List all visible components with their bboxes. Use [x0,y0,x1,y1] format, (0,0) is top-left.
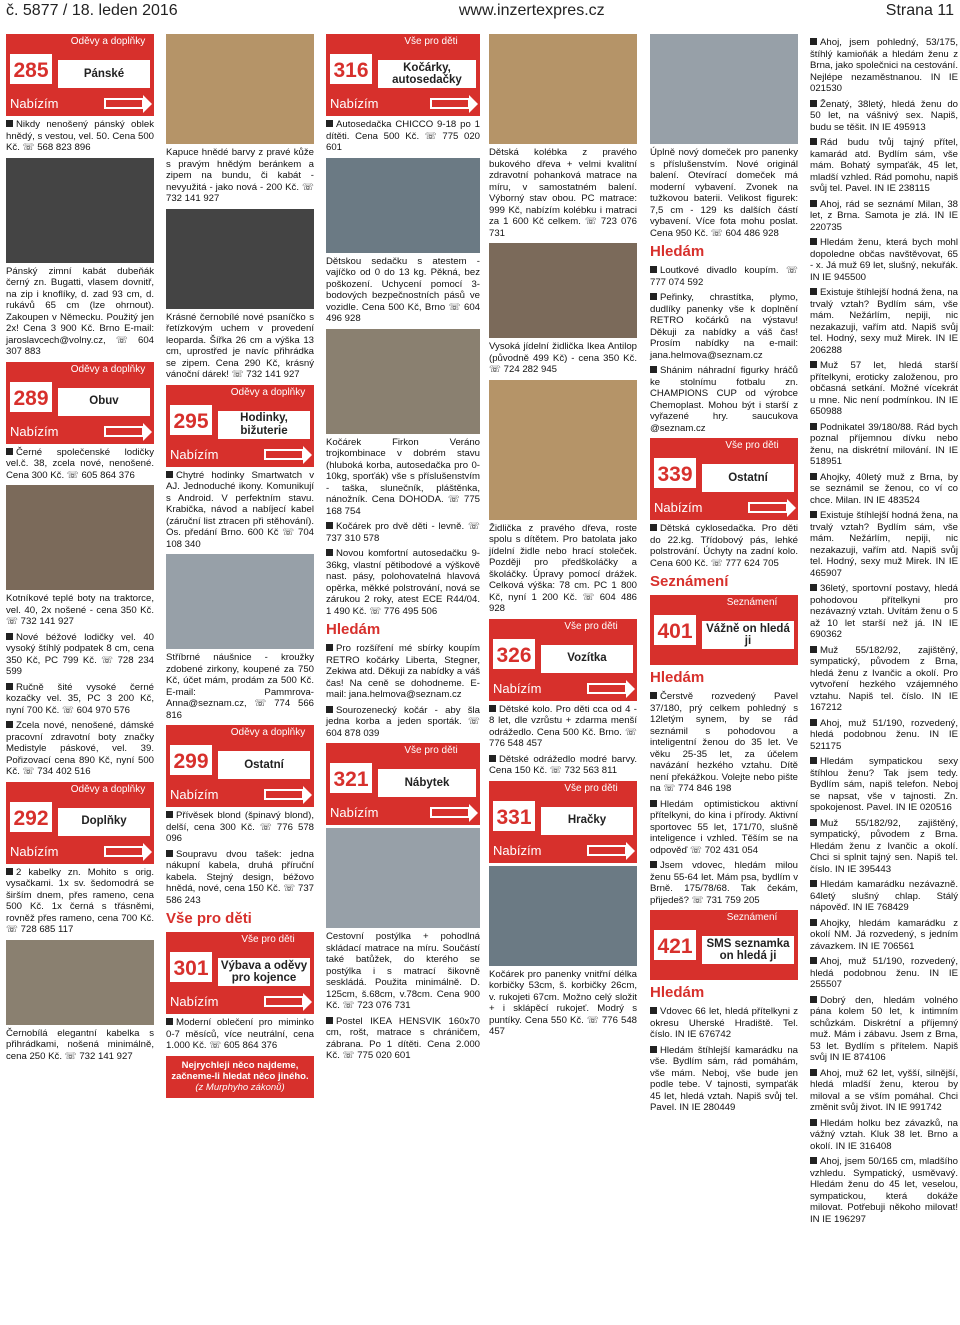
ad-text: Hledám ženu, která bych mohl dopoledne občas navštěvovat, 65 - x. Já muž 69 let, slušný, nekuřák. IN IE 945500 [810,237,958,283]
classified-ad [810,583,958,641]
ad-text: Dětská kolébka z pravého bukového dřeva + velmi kvalitní zdravotní pohanková matrace na míru, v samostatném balení. Výborný stav obou. PC matrace: 999 Kč, nabízím kolébku i matraci za 1 600 Kč celkem. ☏ 723 076 731 [489,147,637,239]
classified-ad [166,849,314,907]
arrow-icon [587,683,627,694]
ad-text: Ahojky, 40letý muž z Brna, by se seznámil se ženou, co ví co chce. Milan. IN IE 483524 [810,471,958,506]
section-number: 299 [170,745,212,775]
bullet-icon [326,706,333,713]
ad-text: Krásné černobílé nové psaníčko s řetízkovým uchem v provedení leoparda. Šířka 26 cm a výška 13 cm, uprostřed je navíc přihrádka se zipem. Cena 290 Kč, krásný vánoční dárek! ☏ 732 141 927 [166,311,314,380]
arrow-icon [748,502,788,513]
wanted-heading: Hledám [650,984,705,1001]
classified-ad [6,266,154,358]
classified-ad [650,1006,798,1041]
category-heading: Vše pro děti [166,910,252,927]
ad-text: Cestovní postýlka + pohodlná skládací matrace na míru. Součástí také batůžek, do kterého se postýlka i s matrací šikovně seskládá. Použita minimálně. D. 125cm, š.68cm, v.78cm. Cena 900 Kč. ☏ 723 076 731 [326,931,480,1011]
section-title: Nábytek [378,769,476,797]
ad-text: Černé společenské lodičky vel.č. 38, zcela nové, nenošené. Cena 300 Kč. ☏ 605 864 376 [6,446,154,481]
ad-text: Černobílá elegantní kabelka s přihrádkami, nošená minimálně, cena 250 Kč. ☏ 732 141 927 [6,1027,154,1062]
ad-text: Muž 57 let, hledá starší přítelkyni, eroticky založenou, pro občasná setkání. Možné vícekrát u mne. Nic není podmínkou. IN IE 650988 [810,360,958,417]
offer-label: Nabízím [170,787,219,803]
section-category: Oděvy a doplňky [70,783,146,795]
classified-ad [166,652,314,721]
section-number: 331 [493,801,535,831]
arrow-icon [104,846,144,857]
classified-ad [6,867,154,936]
bullet-icon [326,644,333,651]
quote-source: (z Murphyho zákonů) [195,1082,285,1094]
classified-ad [6,119,154,154]
classified-ad [166,810,314,845]
section-number: 421 [654,930,696,960]
bullet-icon [810,1157,817,1164]
classified-ad [810,37,958,95]
section-category: Oděvy a doplňky [230,386,306,398]
ad-text: 2 kabelky zn. Mohito s orig. vysačkami. 1x sv. šedomodrá se širším dnem, přes rameno, cena 500 Kč. 1x černá s třásněmi, rovněž přes rameno, cena 700 Kč. ☏ 728 685 117 [6,866,154,935]
classified-ad [810,237,958,283]
wanted-heading: Hledám [650,243,705,260]
section-number: 295 [170,405,212,435]
ad-text: Existuje štíhlejší hodná žena, na trvalý vztah? Bydlím sám, vše mám. Nežárlím, nepiji, nic nezakazuji, vařím atd. Napiš svůj tel. Hodný, sexy muž Mirek. IN IE 206288 [810,287,958,356]
bullet-icon [6,721,13,728]
section-title: Hračky [541,807,633,835]
bullet-icon [6,120,13,127]
ad-text: Židlička z pravého dřeva, roste spolu s dítětem. Pro batolata jako jídelní židle nebo hrací stoleček. Později pro předškoláčky a školáčky. Úpravy pomocí drážek. Celková výška: 78 cm. PC 1 800 Kč, nyní 1 200 Kč. ☏ 604 486 928 [489,522,637,614]
column-6 [810,34,958,1229]
section-category: Vše pro děti [404,36,458,47]
bullet-icon [326,522,333,529]
offer-label: Nabízím [654,500,703,516]
column-2 [166,34,314,1098]
section-292 [6,782,154,864]
classified-ad [326,437,480,518]
ad-text: Kapuce hnědé barvy z pravé kůže s pravým hnědým beránkem a zipem na bundu, či kabát - nevyužitá - jako nová - 200 Kč. ☏ 732 141 927 [166,147,314,204]
ad-text: Úplně nový domeček pro panenky s příslušenstvím. Nové originál balení. Otevírací domeček má moderní vybavení. Zvonek na tužkovou baterii. Velikost figurek: 7,5 cm - 129 ks dalších částí vybavení. Více fota mohu poslat. Cena 950 Kč. ☏ 604 486 928 [650,147,798,239]
bullet-icon [810,584,817,591]
classified-ad [326,256,480,325]
ad-text: Vysoká jídelní židlička Ikea Antilop (původně 499 Kč) - cena 350 Kč. ☏ 724 282 945 [489,341,637,375]
section-number: 301 [170,952,212,982]
ad-text: Kotníkové teplé boty na traktorce, vel. 40, 2x nošené - cena 350 Kč. ☏ 732 141 927 [6,593,154,627]
section-295 [166,385,314,467]
photo-earrings [166,554,314,649]
classified-ad [326,1016,480,1062]
classified-ad [166,147,314,205]
ad-text: Hledám holku bez závazků, na vážný vztah. Kluk 38 let. Brno a okolí. IN IE 316408 [810,1117,958,1152]
ad-text: Čerstvě rozvedený Pavel 37/180, prý celkem pohledný s 12letým synem, by se rád seznámil s pohodovou a inteligentní ženou do 35 let. Ve věku 25-35 let, za účelem navázání hezkého vztahu. Dítě není překážkou. Volejte nebo pište na ☏ 774 846 198 [650,691,798,794]
arrow-icon [264,996,304,1007]
classified-ad [810,137,958,195]
ad-text: Muž 55/182/92, zajištěný, sympatický, původem z Brna, hledá ženu z Ivančic a okolí. Pro vytvoření hezkého vzájemného vztahu. Napiš tel. číslo. IN IE 167212 [810,644,958,713]
classified-ad [810,995,958,1064]
ad-text: Dětské kolo. Pro děti cca od 4 - 8 let, dle vzrůstu + zdarma menší odrážedlo. Cena 500 Kč. Brno. ☏ 776 548 457 [489,703,637,749]
column-3 [326,34,480,1066]
photo-clutch [166,209,314,309]
bullet-icon [810,511,817,518]
bullet-icon [810,423,817,430]
section-category: Seznámení [726,597,778,608]
bullet-icon [6,633,13,640]
classified-ad [326,705,480,740]
offer-label: Nabízím [330,805,379,821]
section-301 [166,932,314,1014]
bullet-icon [650,366,657,373]
photo-doll-pram [489,866,637,966]
classified-ad [6,1028,154,1063]
bullet-icon [6,868,13,875]
bullet-icon [650,293,657,300]
section-category: Vše pro děti [725,440,779,451]
ad-text: Postel IKEA HENSVIK 160x70 cm, rošt, matrace s chráničem, zábrana. Po 1 dítěti. Cena 2.000 Kč. ☏ 775 020 601 [326,1015,480,1061]
ad-text: Jsem vdovec, hledám milou ženu 55-64 let. Mám psa, bydlím v Brně. 175/78/68. Tak čekám, přijedeš? ☏ 731 759 205 [650,860,798,906]
ad-text: Ručně šité vysoké černé kozačky vel. 35, PC 3 200 Kč, nyní 700 Kč. ☏ 604 970 576 [6,681,154,716]
classified-ad [810,472,958,507]
classified-ad [489,147,637,239]
section-number: 289 [10,382,52,412]
bullet-icon [810,996,817,1003]
section-category: Vše pro děti [241,934,295,945]
photo-wooden-chair [489,380,637,520]
ad-text: Ahoj, jsem pohledný, 53/175, štíhlý kamioňák a hledám ženu z Brna, jako společnici na cestování. Nejlépe nezaměstnanou. IN IE 021530 [810,37,958,94]
section-title: Doplňky [58,808,150,836]
bullet-icon [650,861,657,868]
section-category: Vše pro děti [564,782,618,794]
arrow-icon [264,789,304,800]
classified-ad [810,956,958,991]
bullet-icon [810,919,817,926]
offer-label: Nabízím [170,994,219,1010]
classified-ad [650,147,798,239]
ad-text: Dětská cyklosedačka. Pro děti do 22.kg. Třídobový pás, lehké polstrování. Úchyty na zadní kolo. Cena 600 Kč. ☏ 777 624 705 [650,523,798,569]
classified-ad [6,720,154,778]
section-331 [489,781,637,863]
bullet-icon [810,880,817,887]
classified-ad [650,691,798,795]
section-category: Vše pro děti [564,620,618,632]
classified-ad [166,312,314,381]
ad-text: Muž 55/182/92, zajištěný, sympatický, původem z Brna. Hledám ženu z Ivančic a okolí. Chci si splnit tajný sen. Napiš tel. číslo. IN IE 395443 [810,817,958,875]
classified-ad [810,918,958,953]
photo-handbag [6,940,154,1025]
ad-text: Kočárek Firkon Veráno trojkombinace v dobrém stavu (hluboká korba, autosedačka pro 0-10kg, sporťák) vše s příslušenstvím - taška, slunečník, pláštěnka, nánožník. Cena DOHODA. ☏ 775 168 754 [326,436,480,517]
offer-label: Nabízím [493,680,542,696]
arrow-icon [104,426,144,437]
section-285 [6,34,154,116]
ad-text: Rád budu tvůj tajný přítel, kamarád atd. Bydlím sám, vše mám. Bohatý sympaťák, 45 let, mladší vzhled. Rád pomohu, napiš svůj tel. Pavel. IN IE 238115 [810,137,958,194]
photo-high-chair [489,243,637,338]
section-title: Ostatní [702,464,794,492]
classified-ad [489,341,637,376]
bullet-icon [810,100,817,107]
classified-ad [166,470,314,551]
classified-ad [326,643,480,701]
classified-ad [650,292,798,361]
bullet-icon [810,238,817,245]
classified-ad [489,969,637,1038]
section-326 [489,619,637,701]
bullet-icon [810,1119,817,1126]
classified-ad [650,860,798,906]
ad-text: Ahoj, muž 51/190, rozvedený, hledá podobnou ženu. IN IE 521175 [810,717,958,752]
bullet-icon [166,811,173,818]
ad-text: Podnikatel 39/180/88. Rád bych poznal příjemnou dívku nebo ženu, na diskrétní milování. IN IE 518951 [810,421,958,467]
classified-ad [6,447,154,482]
ad-text: Novou komfortní autosedačku 9-36kg, vlastní pětibodové a výškově nast. pásy, polohovatelná hlavová opěrka, měkké polstrování, nová se zárukou 2 roky, atest ECE R44/04. 1 490 Kč. ☏ 776 495 506 [326,548,480,617]
section-299 [166,725,314,807]
ad-text: Soupravu dvou tašek: jedna nákupní kabela, druhá příruční kabela. Stejný design, béžovo hnědá, nové, cena 150 Kč. ☏ 737 586 243 [166,848,314,906]
section-number: 321 [330,763,372,793]
ad-text: Ahoj, rád se seznámí Milan, 38 let, z Brna. Samota je zlá. IN IE 220735 [810,198,958,233]
classified-ad [6,632,154,678]
classified-ad [650,265,798,288]
classified-ad [326,521,480,544]
section-title: Ostatní [218,751,310,779]
ad-text: Přívěsek blond (špinavý blond), delší, cena 300 Kč. ☏ 776 578 096 [166,810,314,844]
ad-text: Kočárek pro dvě děti - levně. ☏ 737 310 578 [326,521,480,544]
section-category: Oděvy a doplňky [70,363,146,375]
bullet-icon [810,288,817,295]
section-number: 285 [10,54,52,84]
offer-label: Nabízím [170,446,219,462]
ad-text: Nové béžové lodičky vel. 40 vysoký štíhlý podpatek 8 cm, cena 350 Kč, PC 799 Kč. ☏ 728 234 599 [6,631,154,677]
classified-ad [326,119,480,154]
section-title: Vozítka [541,645,633,673]
ad-text: Hledám štíhlejší kamarádku na vše. Bydlím sám, rád pomáhám, vše mám. Neboj, vše bude jen podle tebe. V tajnosti, sympaťák 45 let, hledá vztah. Napiš svůj tel. Pavel. IN IE 280449 [650,1044,798,1113]
arrow-icon [430,98,470,109]
bullet-icon [326,1017,333,1024]
ad-text: Vdovec 66 let, hledá přítelkyni z okresu Uherské Hradiště. Tel. číslo. IN IE 676742 [650,1006,798,1040]
column-4 [489,34,637,1042]
bullet-icon [810,757,817,764]
classified-ad [810,645,958,714]
ad-text: Dětské odrážedlo modré barvy. Cena 150 Kč. ☏ 732 563 811 [489,753,637,776]
offer-label: Nabízím [10,423,59,439]
ad-text: Ahoj, muž 51/190, rozvedený, hledá podobnou ženu. IN IE 255507 [810,956,958,990]
bullet-icon [6,448,13,455]
bullet-icon [810,646,817,653]
section-category: Oděvy a doplňky [230,727,306,738]
wanted-heading: Hledám [650,669,705,686]
ad-text: Hledám kamarádku nezávazně. 64letý slušný chlap. Stálý nápověď. IN IE 768429 [810,879,958,913]
bullet-icon [6,683,13,690]
ad-text: Stříbrné náušnice - kroužky zdobené zirkony, koupené za 750 Kč, účet mám, prodám za 500 Kč. E-mail: Pammrova-Anna@seznam.cz, ☏ 774 566 816 [166,652,314,721]
bullet-icon [810,138,817,145]
bullet-icon [810,719,817,726]
classified-ad [810,879,958,914]
section-title: Kočárky, autosedačky [378,60,476,88]
section-category: Seznámení [726,912,778,923]
classified-ad [810,818,958,876]
section-category: Vše pro děti [404,745,458,756]
classified-ad [489,754,637,777]
bullet-icon [650,1046,657,1053]
section-number: 292 [10,802,52,832]
bullet-icon [650,800,657,807]
classified-ad [6,682,154,717]
section-title: Pánské [58,60,150,88]
ad-text: Ženatý, 38letý, hledá ženu do 50 let, na vášnivý sex. Napiš, budu se těšit. IN IE 495913 [810,98,958,133]
photo-car-seat [326,158,480,253]
bullet-icon [810,200,817,207]
ad-text: 36letý, sportovní postavy, hledá pohodovou přítelkyni pro nezávazný vztah. Uvítám ženu o 5 až 10 let starší než já. IN IE 690362 [810,583,958,640]
section-title: Hodinky, bižuterie [218,411,310,439]
arrow-icon [587,845,627,856]
page-header [6,0,954,22]
classified-ad [650,799,798,857]
bullet-icon [650,524,657,531]
ad-text: Zcela nové, nenošené, dámské pracovní zdravotní boty značky Medistyle páskové, vel. 39. Pořizovací cena 890 Kč, nyní 500 Kč. ☏ 734 402 516 [6,720,154,777]
photo-coat [6,158,154,263]
bullet-icon [489,705,496,712]
ad-text: Chytré hodinky Smartwatch v AJ. Jednoduché ikony. Komunikují s Android. V perfektním stavu. Krabička, návod a nabíjecí kabel (záruční list ztracen při stěhování). Os. předání Brno. 600 Kč ☏ 704 108 340 [166,469,314,550]
page-number: Strana 11 [885,2,954,20]
offer-label: Nabízím [330,96,379,112]
ad-text: Autosedačka CHICCO 9-18 po 1 dítěti. Cena 500 Kč. ☏ 775 020 601 [326,119,480,153]
ad-text: Hledám optimistickou aktivní přítelkyni, do kina i přírody. Aktivní sportovec 55 let, 171/70, slušně inteligence i vzhled. Těším se na odpověď ☏ 702 431 054 [650,798,798,856]
quote-text: Nejrychleji něco najdeme, začneme-li hledat něco jiného. [171,1059,309,1082]
section-number: 326 [493,639,535,669]
photo-stroller [326,329,480,434]
bullet-icon [650,1007,657,1014]
bullet-icon [810,361,817,368]
classified-ad [326,548,480,617]
ad-text: Ahoj, muž 62 let, vyšší, silnější, hledá mladší ženu, kterou by miloval a se vším pomáhal. Chci změnit svůj život. IN IE 991742 [810,1067,958,1113]
ad-text: Ahoj, jsem 50/165 cm, mladšího vzhledu. Sympatický, usměvavý. Hledám ženu do 45 let, veselou, sympatickou, která dokáže milovat. Potřebuji někoho milovat! IN IE 196297 [810,1156,958,1225]
section-316 [326,34,480,116]
ad-text: Kočárek pro panenky vnitřní délka korbičky 53cm, š. korbičky 26cm, v. rukojeti 67cm. Možno celý složit + i sklápěcí rukojeť. Modrý s puntíky. Cena 550 Kč. ☏ 776 548 457 [489,968,637,1037]
classified-ad [810,199,958,234]
classified-ad [810,1118,958,1153]
section-421 [650,910,798,980]
section-title: Obuv [58,388,150,416]
classified-ad [810,718,958,753]
section-321 [326,743,480,825]
bullet-icon [650,266,657,273]
bullet-icon [326,120,333,127]
section-title: SMS seznamka on hledá ji [702,936,794,964]
offer-label: Nabízím [10,843,59,859]
offer-label: Nabízím [493,842,542,858]
section-401 [650,595,798,665]
classified-ad [810,756,958,814]
bullet-icon [810,957,817,964]
section-number: 339 [654,458,696,488]
photo-cradle [489,34,637,144]
section-category: Oděvy a doplňky [70,36,146,47]
ad-text: Moderní oblečení pro miminko 0-7 měsíců, více neutrální, cena 1.000 Kč. ☏ 605 864 376 [166,1017,314,1051]
site-url[interactable]: www.inzertexpres.cz [458,2,605,20]
bullet-icon [810,38,817,45]
section-title: Výbava a oděvy pro kojence [218,958,310,986]
classified-ad [489,523,637,615]
classified-ad [810,99,958,134]
arrow-icon [264,449,304,460]
bullet-icon [326,549,333,556]
classified-ad [166,1017,314,1052]
category-heading: Seznámení [650,573,729,590]
classified-ad [810,510,958,579]
ad-text: Nikdy nenošený pánský oblek hnědý, s vestou, vel. 50. Cena 500 Kč. ☏ 568 823 896 [6,119,154,153]
column-5 [650,34,798,1118]
ad-text: Sourozenecký kočár - aby šla jedna korba a jeden sporták. ☏ 604 878 039 [326,704,480,739]
ad-text: Ahojky, hledám kamarádku z okolí NM. Já rozvedený, s jedním závazkem. IN IE 706561 [810,917,958,952]
classified-ad [650,523,798,569]
classified-ad [810,1156,958,1225]
bullet-icon [166,1018,173,1025]
ad-text: Dobrý den, hledám volného pána kolem 50 let, k intimním schůzkám. Diskrétní a příjemný muž. Mám i zábavu. Jsem z Brna, 53 let. Bydlím s přítelem. Napiš svůj IN IE 874106 [810,994,958,1063]
ad-text: Loutkové divadlo koupím. ☏ 777 074 592 [650,265,798,288]
ad-text: Shánim náhradní figurky hráčů ke stolnímu fotbalu zn. CHAMPIONS CUP od výrobce Chemoplast. Mohou být i starší z vyřazené hry. saucukova @seznam.cz [650,365,798,434]
bullet-icon [166,850,173,857]
arrow-icon [430,807,470,818]
quote-box [166,1056,314,1098]
ad-text: Pánský zimní kabát dubeňák černý zn. Bugatti, vlasem dovnitř, na zip i knoflíky, d. zad 93 cm, d. rukávů 65 cm (lze ohrnout). Zakoupen v Německu. Použitý jen 2x! Cena 3 900 Kč. Brno E-mail: jaroslavcech@volny.cz, ☏ 604 307 883 [6,265,154,357]
bullet-icon [489,755,496,762]
arrow-icon [104,98,144,109]
section-title: Vážně on hledá ji [702,621,794,649]
photo-dollhouse [650,34,798,144]
classified-ad [326,931,480,1012]
ad-text: Pro rozšíření mé sbírky koupím RETRO kočárky Liberta, Stegner, Zekiwa atd. Děkuji za nabídky a váš čas! Na ceně se dohodneme. E-mail: jana.helmova@seznam.cz [326,643,480,700]
classified-ad [810,1068,958,1114]
ad-text: Peřinky, chrastítka, plymo, dudlíky panenky vše k doplnění RETRO kočárků na výstavu! Děkuji za nabídky a váš čas! Prosím nabídky na e-mail: jana.helmova@seznam.cz [650,292,798,361]
classified-ad [810,287,958,356]
photo-travel-cot [326,828,480,928]
wanted-heading: Hledám [326,621,381,638]
section-number: 401 [654,615,696,645]
bullet-icon [650,692,657,699]
offer-label: Nabízím [10,96,59,112]
bullet-icon [810,473,817,480]
photo-hood [166,34,314,144]
issue-label: č. 5877 / 18. leden 2016 [6,2,178,20]
ad-text: Existuje štíhlejší hodná žena, na trvalý vztah? Bydlím sám, vše mám. Nežárlím, nepiji, nic nezakazuji, vařím atd. Napiš svůj tel. Hodný, sexy muž Mirek. IN IE 465907 [810,510,958,579]
classified-ad [810,360,958,418]
section-number: 316 [330,54,372,84]
photo-boots [6,485,154,590]
classified-ad [650,365,798,434]
classified-ad [489,704,637,750]
section-339 [650,438,798,520]
ad-text: Dětskou sedačku s atestem - vajíčko od 0 do 13 kg. Pěkná, bez poškození. Uchycení pomocí 3-bodových bezpečnostních pásů ve vozidle. Cena 500 Kč, Brno ☏ 604 496 928 [326,255,480,324]
bullet-icon [166,471,173,478]
classified-ad [650,1045,798,1114]
section-289 [6,362,154,444]
column-1 [6,34,154,1066]
ad-text: Hledám sympatickou sexy štíhlou ženu? Tak jsem tedy. Bydlím sám, napiš telefon. Neboj se napsat, vše v tajnosti. Zn. spokojenost. Pavel. IN IE 020516 [810,756,958,813]
bullet-icon [810,1069,817,1076]
bullet-icon [810,819,817,826]
classified-ad [810,422,958,468]
classified-ad [6,593,154,628]
